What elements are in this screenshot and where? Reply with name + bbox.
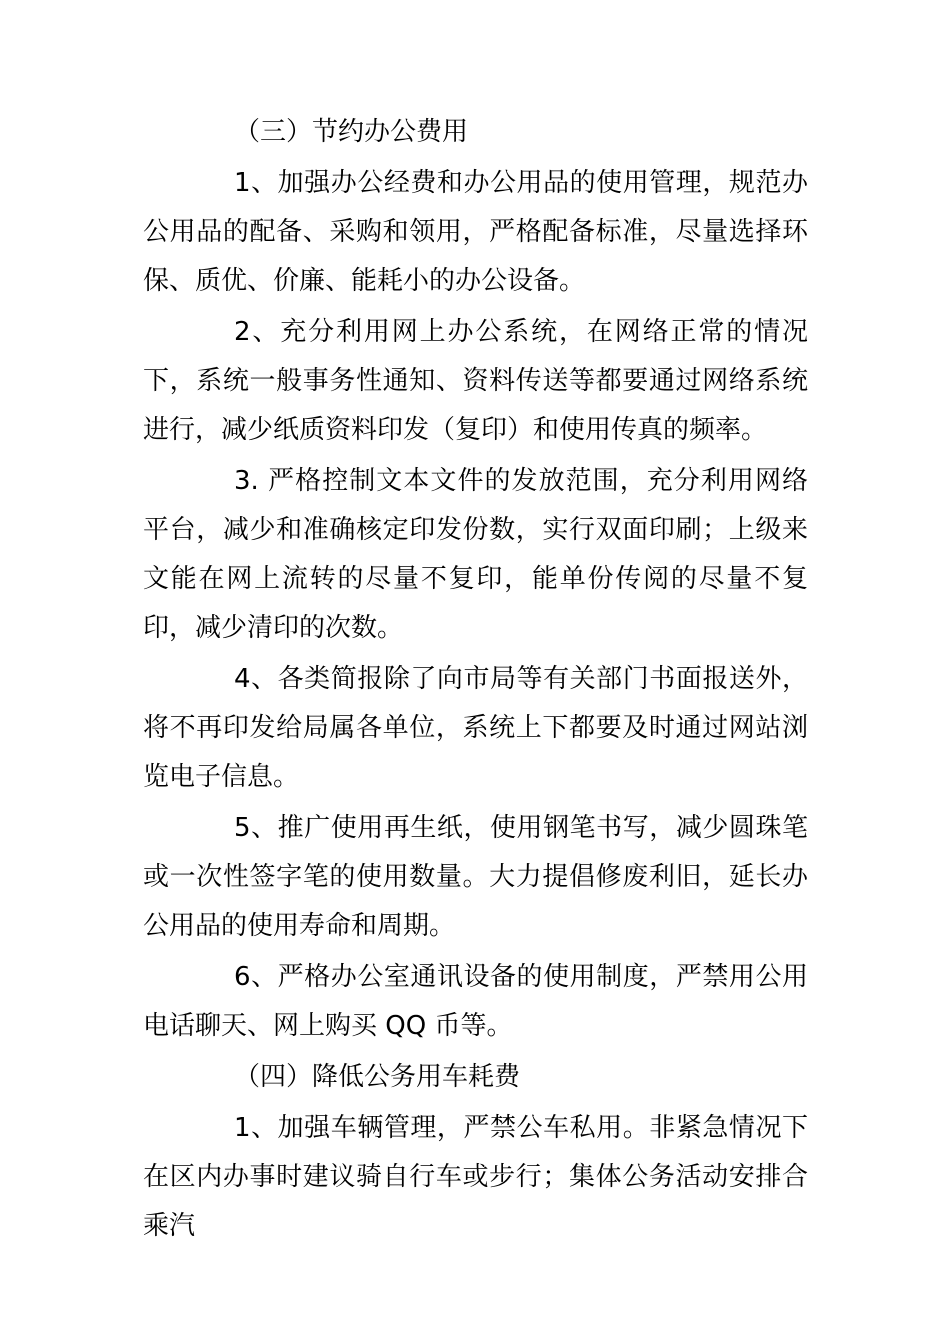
paragraph-telecom: 6、严格办公室通讯设备的使用制度，严禁用公用电话聊天、网上购买 QQ 币等。 [143,962,808,1041]
paragraph-briefings: 4、各类简报除了向市局等有关部门书面报送外，将不再印发给局属各单位，系统上下都要及时通过网站浏览电子信息。 [143,664,808,792]
paragraph-online-office: 2、充分利用网上办公系统，在网络正常的情况下，系统一般事务性通知、资料传送等都要通过网络系统进行，减少纸质资料印发（复印）和使用传真的频率。 [143,317,808,445]
paragraph-office-supplies: 1、加强办公经费和办公用品的使用管理，规范办公用品的配备、采购和领用，严格配备标准，尽量选择环保、质优、价廉、能耗小的办公设备。 [143,168,808,296]
paragraph-vehicle-management: 1、加强车辆管理，严禁公车私用。非紧急情况下在区内办事时建议骑自行车或步行；集体公务活动安排合乘汽 [143,1113,808,1241]
document-page [143,108,808,1253]
paragraph-document-printing: 3. 严格控制文本文件的发放范围，充分利用网络平台，减少和准确核定印发份数，实行双面印刷；上级来文能在网上流转的尽量不复印，能单份传阅的尽量不复印，减少清印的次数。 [143,466,808,643]
section-heading-4: （四）降低公务用车耗费 [234,1062,521,1092]
section-heading-3: （三）节约办公费用 [234,117,469,147]
paragraph-recycled-paper: 5、推广使用再生纸，使用钢笔书写，减少圆珠笔或一次性签字笔的使用数量。大力提倡修废利旧，延长办公用品的使用寿命和周期。 [143,813,808,941]
